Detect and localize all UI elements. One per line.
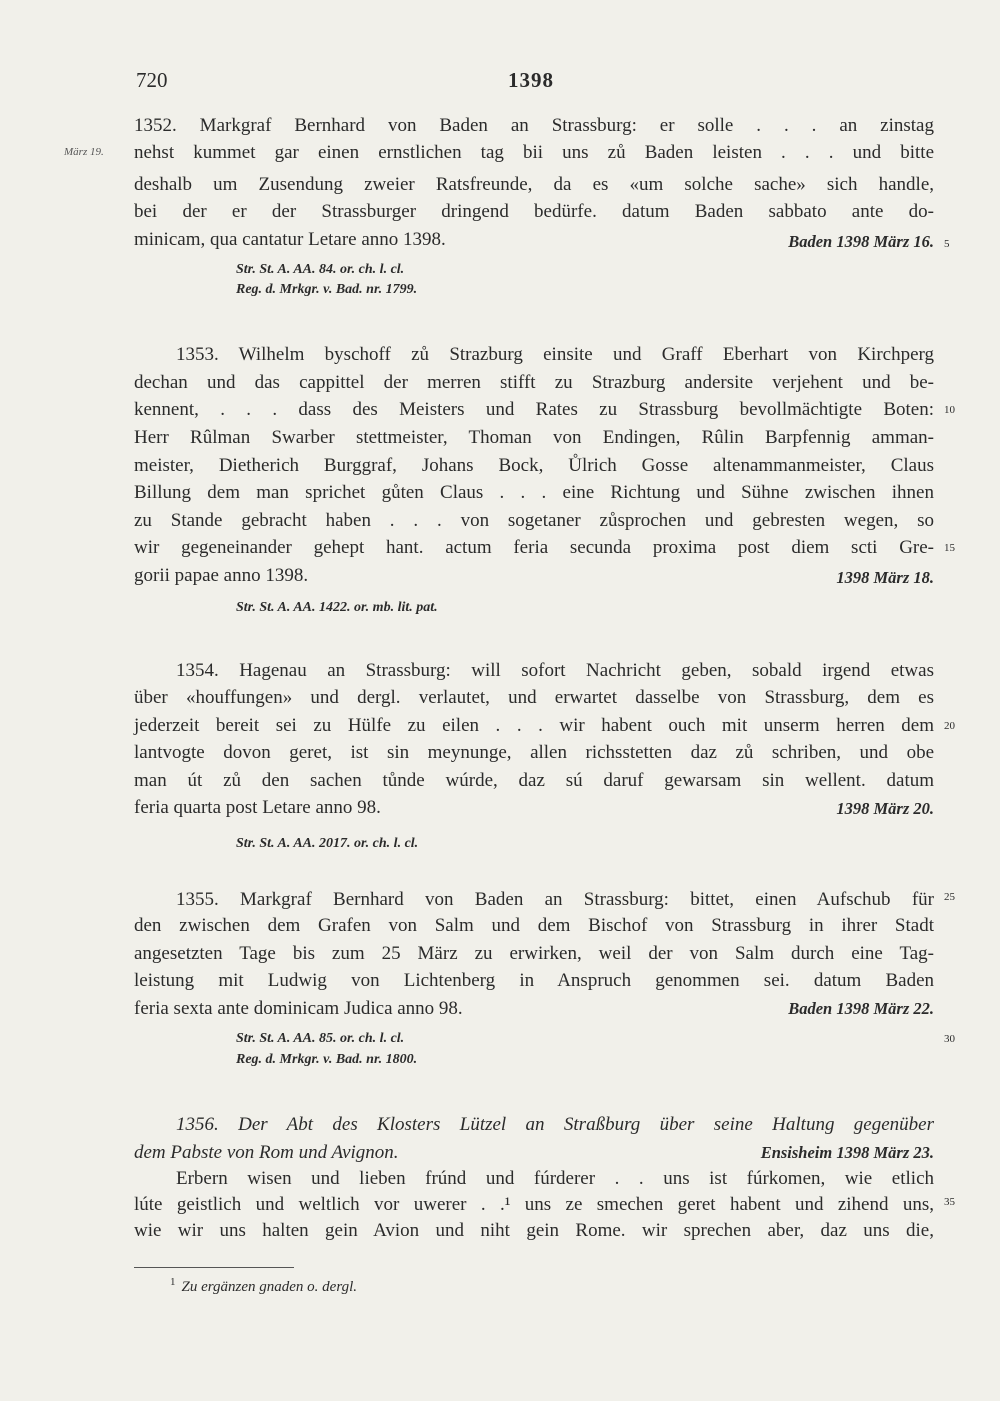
entry-1354-line: man út zů den sachen tůnde wúrde, daz sú daruf gewarsam sin wellent. datum <box>134 770 934 791</box>
entry-date: 1398 März 18. <box>836 568 934 587</box>
source-reference: Str. St. A. AA. 85. or. ch. l. cl. <box>236 1031 405 1046</box>
source-reference: Str. St. A. AA. 84. or. ch. l. cl. <box>236 262 405 277</box>
entry-1356-heading: 1356. Der Abt des Klosters Lützel an Straßburg über seine Haltung gegenüber <box>176 1114 934 1135</box>
entry-1353-line: zu Stande gebracht haben . . . von sogetaner zůsprochen und gebresten wegen, so <box>134 510 934 531</box>
line-number: 20 <box>944 720 955 732</box>
entry-1353-line: gorii papae anno 1398. <box>134 565 309 586</box>
margin-date: März 19. <box>64 146 104 158</box>
entry-date: Baden 1398 März 22. <box>788 999 934 1018</box>
source-reference: Str. St. A. AA. 1422. or. mb. lit. pat. <box>236 600 438 615</box>
source-reference: Reg. d. Mrkgr. v. Bad. nr. 1800. <box>236 1052 418 1067</box>
entry-1354-line: über «houffungen» und dergl. verlautet, und erwartet dasselbe von Strassburg, dem es <box>134 687 934 708</box>
entry-1352-line: minicam, qua cantatur Letare anno 1398. <box>134 229 446 250</box>
entry-1356-body-line: lúte geistlich und weltlich vor uwerer . .¹ uns ze smechen geret habent und zihend uns, <box>134 1194 934 1215</box>
entry-1353-line: kennent, . . . dass des Meisters und Rates zu Strassburg bevollmächtigte Boten: <box>134 399 934 420</box>
source-reference: Reg. d. Mrkgr. v. Bad. nr. 1799. <box>236 282 418 297</box>
entry-1355-line: 1355. Markgraf Bernhard von Baden an Strassburg: bittet, einen Aufschub für <box>176 889 934 910</box>
footnote <box>170 1276 357 1296</box>
entry-1353-line: Billung dem man sprichet gůten Claus . . . eine Richtung und Sühne zwischen ihnen <box>134 482 934 503</box>
entry-1352-line: deshalb um Zusendung zweier Ratsfreunde, da es «um solche sache» sich handle, <box>134 174 934 195</box>
entry-1352-line: bei der er der Strassburger dringend bedürfe. datum Baden sabbato ante do- <box>134 201 934 222</box>
footnote-text: Zu ergänzen gnaden o. dergl. <box>181 1279 358 1295</box>
entry-1356-body-line: wie wir uns halten gein Avion und niht gein Rome. wir sprechen aber, daz uns die, <box>134 1220 934 1241</box>
entry-date: 1398 März 20. <box>836 799 934 818</box>
footnote-mark: 1 <box>170 1276 176 1288</box>
entry-1356-heading: dem Pabste von Rom und Avignon. <box>134 1142 399 1163</box>
entry-1355-line: angesetzten Tage bis zum 25 März zu erwirken, weil der von Salm durch eine Tag- <box>134 943 934 964</box>
line-number: 10 <box>944 404 955 416</box>
source-reference: Str. St. A. AA. 2017. or. ch. l. cl. <box>236 836 419 851</box>
entry-1356-body-line: Erbern wisen und lieben frúnd und fúrderer . . uns ist fúrkomen, wie etlich <box>176 1168 934 1189</box>
entry-1355-line: feria sexta ante dominicam Judica anno 98. <box>134 998 463 1019</box>
line-number: 5 <box>944 238 950 250</box>
entry-1355-line: leistung mit Ludwig von Lichtenberg in Anspruch genommen sei. datum Baden <box>134 970 934 991</box>
line-number: 30 <box>944 1033 955 1045</box>
footnote-rule <box>134 1267 294 1268</box>
entry-1354-line: jederzeit bereit sei zu Hülfe zu eilen . . . wir habent ouch mit unserm herren dem <box>134 715 934 736</box>
entry-1354-line: lantvogte dovon geret, ist sin meynunge, allen richsstetten daz zů schriben, und obe <box>134 742 934 763</box>
entry-date: Ensisheim 1398 März 23. <box>760 1143 934 1162</box>
entry-1353-line: meister, Dietherich Burggraf, Johans Bock, Ůlrich Gosse altenammanmeister, Claus <box>134 455 934 476</box>
line-number: 15 <box>944 542 955 554</box>
entry-1354-line: feria quarta post Letare anno 98. <box>134 797 381 818</box>
entry-1354-line: 1354. Hagenau an Strassburg: will sofort Nachricht geben, sobald irgend etwas <box>176 660 934 681</box>
page-number: 720 <box>136 68 168 92</box>
entry-1353-line: 1353. Wilhelm byschoff zů Strazburg einsite und Graff Eberhart von Kirchperg <box>176 344 934 365</box>
entry-1355-line: den zwischen dem Grafen von Salm und dem Bischof von Strassburg in ihrer Stadt <box>134 915 934 936</box>
entry-1352-line: 1352. Markgraf Bernhard von Baden an Strassburg: er solle . . . an zinstag <box>134 115 934 136</box>
entry-date: Baden 1398 März 16. <box>788 232 934 251</box>
entry-1352-line: nehst kummet gar einen ernstlichen tag bii uns zů Baden leisten . . . und bitte <box>134 142 934 163</box>
entry-1353-line: wir gegeneinander gehept hant. actum feria secunda proxima post diem scti Gre- <box>134 537 934 558</box>
line-number: 35 <box>944 1196 955 1208</box>
running-head-year: 1398 <box>508 68 554 92</box>
line-number: 25 <box>944 891 955 903</box>
entry-1353-line: dechan und das cappittel der merren stifft zu Strazburg andersite verjehent und be- <box>134 372 934 393</box>
entry-1353-line: Herr Rûlman Swarber stettmeister, Thoman von Endingen, Rûlin Barpfennig amman- <box>134 427 934 448</box>
